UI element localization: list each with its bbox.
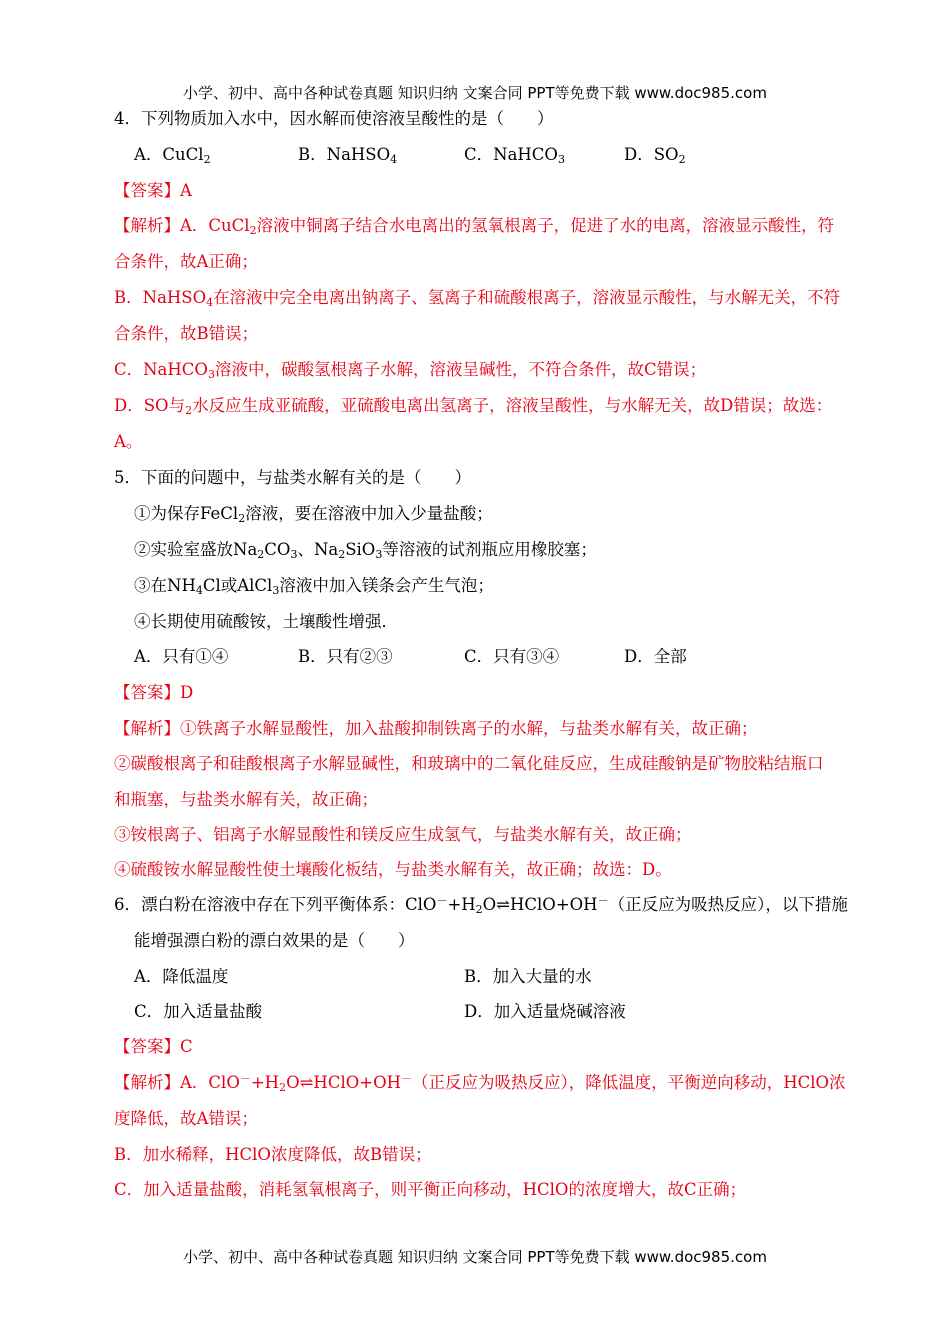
q5-answer: 【答案】D [114,683,194,702]
q6-stem-cont: 能增强漂白粉的漂白效果的是（ ） [134,931,415,950]
page-footer: 小学、初中、高中各种试卷真题 知识归纳 文案合同 PPT等免费下载 www.doc985.com [183,1248,767,1266]
q6-explanation-c: C．加入适量盐酸，消耗氢氧根离子，则平衡正向移动，HClO的浓度增大，故C正确； [114,1180,747,1199]
page-header: 小学、初中、高中各种试卷真题 知识归纳 文案合同 PPT等免费下载 www.doc985.com [183,84,767,102]
q5-option-a[interactable]: A．只有①④ [134,647,229,666]
q4-option-b[interactable]: B．NaHSO$_4$ [298,145,398,166]
q4-explanation-a-cont: 合条件，故A正确； [114,252,258,271]
q6-stem: 6．漂白粉在溶液中存在下列平衡体系：$ClO^-+H_2O\rightleftharpoons HClO+OH^-$（正反应为吸热反应），以下措施 [114,894,848,916]
q5-item-4: ④长期使用硫酸铵，土壤酸性增强． [134,612,398,631]
q4-explanation-a: 【解析】A．CuCl$_2$溶液中铜离子结合水电离出的氢氧根离子，促进了水的电离，溶液显示酸性，符 [114,216,835,237]
q4-explanation-d-cont: A。 [114,432,143,451]
q4-option-d[interactable]: D．$SO_2$ [624,145,686,166]
q5-option-c[interactable]: C．只有③④ [464,647,560,666]
q6-explanation-b: B．加水稀释，HClO浓度降低，故B错误； [114,1145,432,1164]
q5-item-2: ②实验室盛放$Na_2CO_3$、$Na_2SiO_3$等溶液的试剂瓶应用橡胶塞； [134,540,597,561]
q6-option-a[interactable]: A．降低温度 [134,967,229,986]
q4-option-a[interactable]: A．CuCl$_2$ [134,145,211,166]
q5-option-b[interactable]: B．只有②③ [298,647,393,666]
q5-explanation-2: ②碳酸根离子和硅酸根离子水解显碱性，和玻璃中的二氧化硅反应，生成硅酸钠是矿物胶粘结瓶口 [114,754,824,773]
q4-explanation-b-cont: 合条件，故B错误； [114,324,259,343]
q5-item-3: ③在$NH_4Cl$或AlCl$_3$溶液中加入镁条会产生气泡； [134,576,494,597]
q5-option-d[interactable]: D．全部 [624,647,687,666]
q6-option-b[interactable]: B．加入大量的水 [464,967,592,986]
q4-option-c[interactable]: C．NaHCO$_3$ [464,145,565,166]
q4-answer: 【答案】A [114,181,192,200]
q4-stem: 4．下列物质加入水中，因水解而使溶液呈酸性的是（ ） [114,109,554,128]
q4-explanation-c: C．NaHCO$_3$溶液中，碳酸氢根离子水解，溶液呈碱性，不符合条件，故C错误； [114,360,707,381]
q6-answer: 【答案】C [114,1037,193,1056]
q6-explanation-a-cont: 度降低，故A错误； [114,1109,258,1128]
q5-explanation-2-cont: 和瓶塞，与盐类水解有关，故正确； [114,790,378,809]
q6-explanation-a: 【解析】A．$ClO^-+H_2O\rightleftharpoons HClO+OH^-$（正反应为吸热反应），降低温度，平衡逆向移动，HClO浓 [114,1072,846,1094]
q5-stem: 5．下面的问题中，与盐类水解有关的是（ ） [114,468,471,487]
q5-explanation-3: ③铵根离子、铝离子水解显酸性和镁反应生成氢气，与盐类水解有关，故正确； [114,825,692,844]
q5-explanation-4: ④硫酸铵水解显酸性使土壤酸化板结，与盐类水解有关，故正确；故选：D。 [114,860,672,879]
q6-option-d[interactable]: D．加入适量烧碱溶液 [464,1002,626,1021]
q6-option-c[interactable]: C．加入适量盐酸 [134,1002,263,1021]
q5-explanation-1: 【解析】①铁离子水解显酸性，加入盐酸抑制铁离子的水解，与盐类水解有关，故正确； [114,719,758,738]
q5-item-1: ①为保存FeCl$_2$溶液，要在溶液中加入少量盐酸； [134,504,493,525]
q4-explanation-b: B．NaHSO$_4$在溶液中完全电离出钠离子、氢离子和硫酸根离子，溶液显示酸性，与水解无关，不符 [114,288,841,309]
q4-explanation-d: D．SO与$_2$水反应生成亚硫酸，亚硫酸电离出氢离子，溶液呈酸性，与水解无关，故D错误；故选： [114,396,833,417]
